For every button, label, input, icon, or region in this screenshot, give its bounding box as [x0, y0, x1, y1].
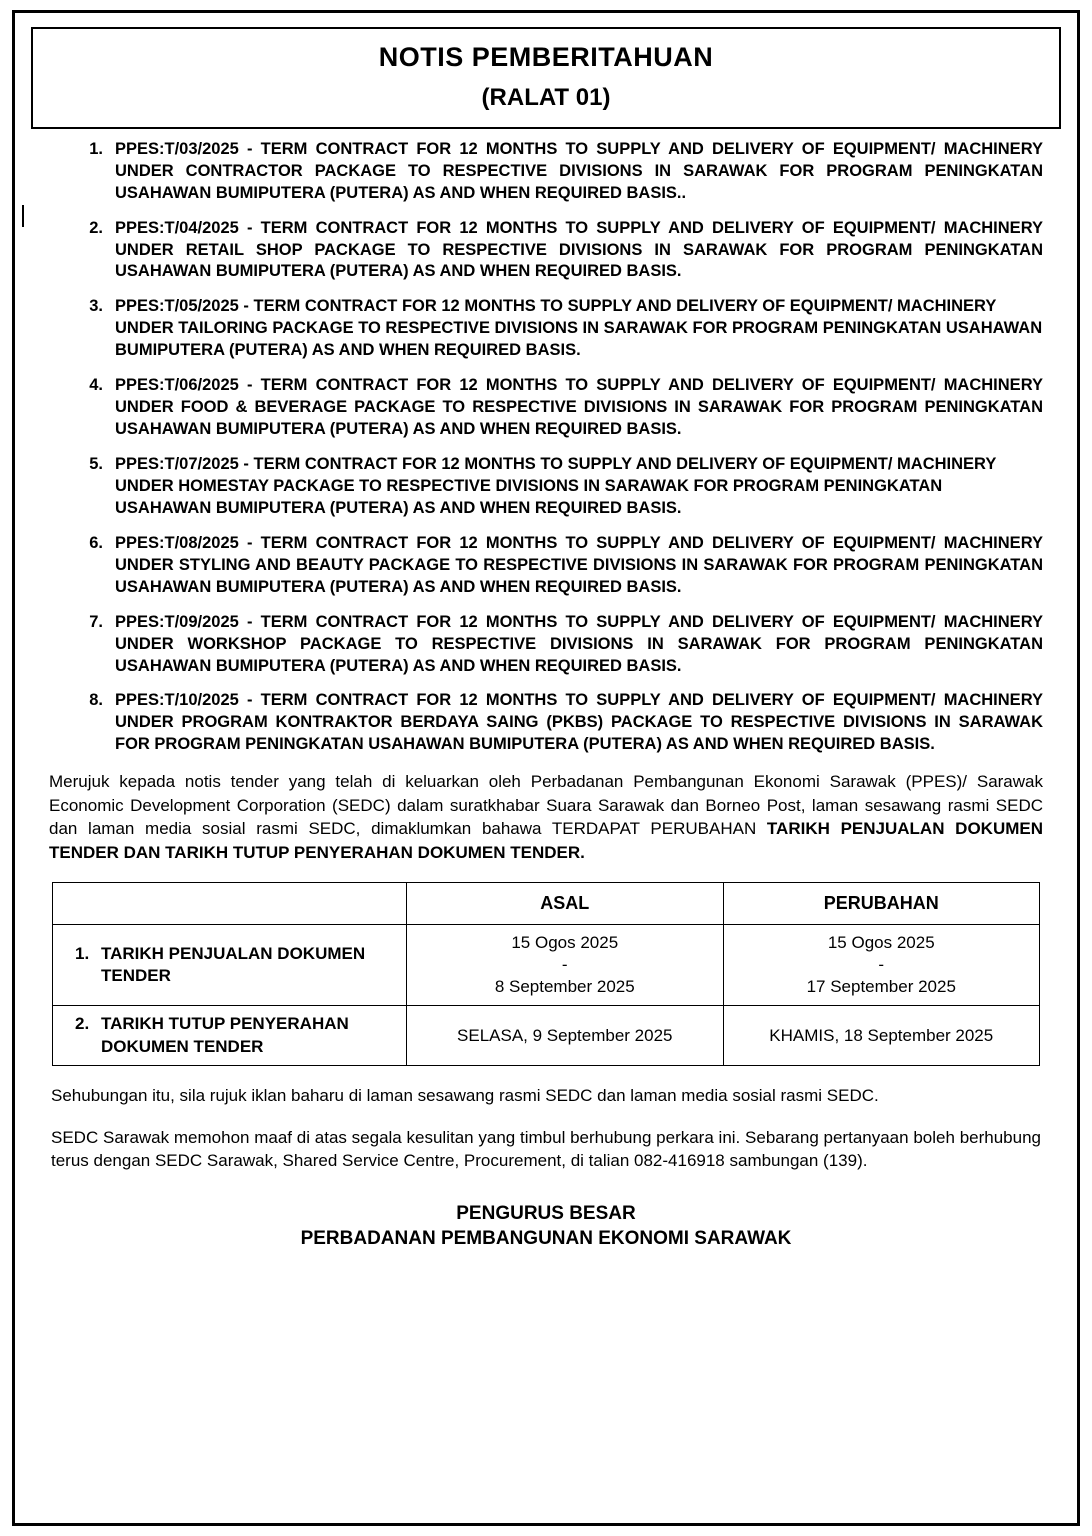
intro-normal-text: Merujuk kepada notis tender yang telah di keluarkan oleh Perbadanan Pembangunan Ekonomi Sarawak (PPES)/ Sarawak Economic Development Corporation (SEDC) dalam suratkhabar Suara Sarawak dan Borneo Post, laman sesawang rasmi SEDC dan laman media sosial rasmi SEDC, dimaklumkan bahawa TERDAPAT PERUBAHAN — [49, 772, 1043, 839]
list-item-number: 8. — [89, 691, 103, 710]
list-item-number: 3. — [89, 297, 103, 316]
footer-paragraph-1: Sehubungan itu, sila rujuk iklan baharu di laman sesawang rasmi SEDC dan laman media sosial rasmi SEDC. — [51, 1086, 879, 1106]
list-item-number: 5. — [89, 455, 103, 473]
revision-bar-mark — [22, 205, 24, 227]
table-cell-line: 15 Ogos 2025 — [511, 933, 619, 953]
table-row — [53, 925, 1040, 1006]
table-header-row — [53, 883, 1040, 925]
list-item — [69, 375, 1043, 441]
list-item — [69, 454, 1043, 520]
table-row-label-cell — [53, 1006, 407, 1066]
table-cell-line: - — [561, 955, 568, 975]
page-title: NOTIS PEMBERITAHUAN — [378, 42, 714, 72]
list-item-text: PPES:T/10/2025 - TERM CONTRACT FOR 12 MONTHS TO SUPPLY AND DELIVERY OF EQUIPMENT/ MACHINERY UNDER PROGRAM KONTRAKTOR BERDAYA SAING (PKBS) PACKAGE TO RESPECTIVE DIVISIONS IN SARAWAK FOR PROGRAM PENINGKATAN USAHAWAN BUMIPUTERA (PUTERA) AS AND WHEN REQUIRED BASIS. — [115, 691, 1043, 754]
list-item-text: PPES:T/08/2025 - TERM CONTRACT FOR 12 MONTHS TO SUPPLY AND DELIVERY OF EQUIPMENT/ MACHINERY UNDER STYLING AND BEAUTY PACKAGE TO RESPECTIVE DIVISIONS IN SARAWAK FOR PROGRAM PENINGKATAN USAHAWAN BUMIPUTERA (PUTERA) AS AND WHEN REQUIRED BASIS. — [115, 533, 1043, 596]
table-row-label: TARIKH PENJUALAN DOKUMEN TENDER — [101, 943, 366, 986]
list-item — [69, 296, 1043, 362]
footer-paragraph-2: SEDC Sarawak memohon maaf di atas segala kesulitan yang timbul berhubung perkara ini. Sebarang pertanyaan boleh berhubung terus dengan SEDC Sarawak, Shared Service Centre, Procurement, di talian 082-416918 sambungan (139). — [51, 1127, 1041, 1171]
table-cell-asal — [407, 925, 723, 1006]
list-item-text: PPES:T/07/2025 - TERM CONTRACT FOR 12 MONTHS TO SUPPLY AND DELIVERY OF EQUIPMENT/ MACHINERY UNDER HOMESTAY PACKAGE TO RESPECTIVE DIVISIONS IN SARAWAK FOR PROGRAM PENINGKATAN USAHAWAN BUMIPUTERA (PUTERA) AS AND WHEN REQUIRED BASIS. — [115, 455, 997, 517]
signature-organisation: PERBADANAN PEMBANGUNAN EKONOMI SARAWAK — [300, 1228, 792, 1250]
table-row — [53, 1006, 1040, 1066]
list-item-text: PPES:T/05/2025 - TERM CONTRACT FOR 12 MONTHS TO SUPPLY AND DELIVERY OF EQUIPMENT/ MACHINERY UNDER TAILORING PACKAGE TO RESPECTIVE DIVISIONS IN SARAWAK FOR PROGRAM PENINGKATAN USAHAWAN BUMIPUTERA (PUTERA) AS AND WHEN REQUIRED BASIS. — [115, 297, 1043, 360]
list-item-number: 2. — [89, 218, 103, 237]
title-box — [31, 27, 1061, 129]
page-subtitle: (RALAT 01) — [481, 83, 611, 111]
list-item-number: 4. — [89, 376, 103, 395]
table-cell-line: 15 Ogos 2025 — [827, 933, 935, 953]
list-item — [69, 139, 1043, 205]
signature-block — [29, 1201, 1063, 1252]
table-cell-line: 8 September 2025 — [494, 977, 635, 997]
table-row-label-cell — [53, 925, 407, 1006]
table-cell-perubahan: KHAMIS, 18 September 2025 — [723, 1006, 1040, 1066]
table-header-blank — [53, 883, 407, 925]
list-item-number: 7. — [89, 612, 103, 631]
table-row-label: TARIKH TUTUP PENYERAHAN DOKUMEN TENDER — [101, 1014, 349, 1056]
date-change-table — [52, 882, 1040, 1066]
list-item — [69, 218, 1043, 284]
list-item-text: PPES:T/04/2025 - TERM CONTRACT FOR 12 MONTHS TO SUPPLY AND DELIVERY OF EQUIPMENT/ MACHINERY UNDER RETAIL SHOP PACKAGE TO RESPECTIVE DIVISIONS IN SARAWAK FOR PROGRAM PENINGKATAN USAHAWAN BUMIPUTERA (PUTERA) AS AND WHEN REQUIRED BASIS. — [115, 218, 1043, 281]
signature-title: PENGURUS BESAR — [456, 1202, 636, 1224]
list-item-text: PPES:T/06/2025 - TERM CONTRACT FOR 12 MONTHS TO SUPPLY AND DELIVERY OF EQUIPMENT/ MACHINERY UNDER FOOD & BEVERAGE PACKAGE TO RESPECTIVE DIVISIONS IN SARAWAK FOR PROGRAM PENINGKATAN USAHAWAN BUMIPUTERA (PUTERA) AS AND WHEN REQUIRED BASIS. — [115, 376, 1043, 439]
tender-list — [29, 139, 1063, 757]
list-item — [69, 690, 1043, 756]
table-row-number: 1. — [75, 943, 90, 963]
list-item — [69, 612, 1043, 678]
intro-bold-text: TARIKH PENJUALAN DOKUMEN TENDER DAN TARIKH TUTUP PENYERAHAN DOKUMEN TENDER. — [49, 819, 1043, 862]
list-item-number: 1. — [89, 139, 103, 158]
list-item — [69, 533, 1043, 599]
table-cell-perubahan — [723, 925, 1040, 1006]
table-cell-line: 17 September 2025 — [806, 977, 956, 997]
list-item-number: 6. — [89, 533, 103, 552]
table-cell-line: - — [878, 955, 885, 975]
table-row-number: 2. — [75, 1014, 90, 1034]
list-item-text: PPES:T/09/2025 - TERM CONTRACT FOR 12 MONTHS TO SUPPLY AND DELIVERY OF EQUIPMENT/ MACHINERY UNDER WORKSHOP PACKAGE TO RESPECTIVE DIVISIONS IN SARAWAK FOR PROGRAM PENINGKATAN USAHAWAN BUMIPUTERA (PUTERA) AS AND WHEN REQUIRED BASIS. — [115, 612, 1043, 675]
intro-paragraph — [49, 770, 1043, 864]
document-frame — [12, 10, 1080, 1526]
table-cell-asal: SELASA, 9 September 2025 — [407, 1006, 723, 1066]
table-header-asal: ASAL — [407, 883, 723, 925]
table-header-perubahan: PERUBAHAN — [723, 883, 1040, 925]
list-item-text: PPES:T/03/2025 - TERM CONTRACT FOR 12 MONTHS TO SUPPLY AND DELIVERY OF EQUIPMENT/ MACHINERY UNDER CONTRACTOR PACKAGE TO RESPECTIVE DIVISIONS IN SARAWAK FOR PROGRAM PENINGKATAN USAHAWAN BUMIPUTERA (PUTERA) AS AND WHEN REQUIRED BASIS.. — [115, 139, 1043, 202]
